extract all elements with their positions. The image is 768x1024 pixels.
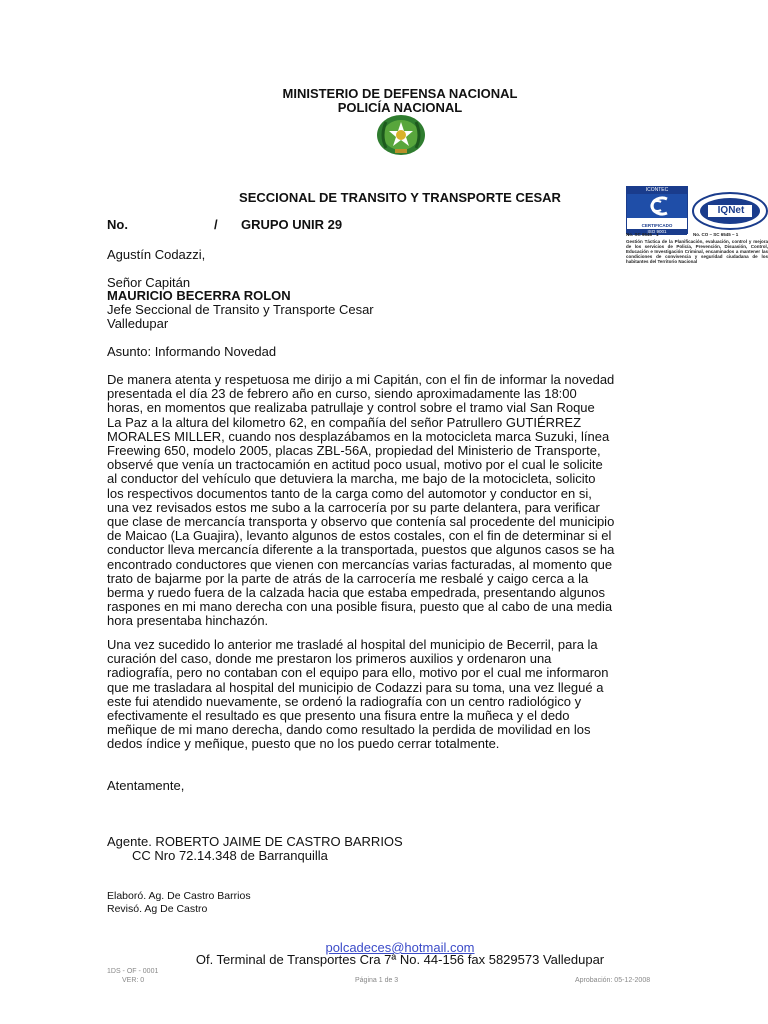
paragraph-line: Freewing 650, modelo 2005, placas ZBL-56A, propiedad del Ministerio de Transporte,: [107, 443, 601, 459]
paragraph-line: Una vez sucedido lo anterior me trasladé al hospital del municipio de Becerril, para la: [107, 637, 598, 652]
iqnet-logo: [692, 192, 768, 230]
paragraph-line: radiografía, pero no contaban con el equipo para ello, motivo por el cual me informaron: [107, 665, 609, 681]
elaboro-line: Elaboró. Ag. De Castro Barrios: [107, 890, 251, 902]
header-ministerio: MINISTERIO DE DEFENSA NACIONAL: [282, 86, 518, 101]
footer-code: 1DS - OF - 0001: [107, 968, 159, 975]
ref-grupo: GRUPO UNIR 29: [241, 217, 343, 232]
footer-approval: Aprobación: 05-12-2008: [575, 977, 651, 984]
recipient-name: MAURICIO BECERRA ROLON: [107, 288, 291, 303]
paragraph-line: que clase de mercancía transporta y observo que contenía sal procedente del municipio: [107, 514, 615, 530]
paragraph-line: observé que venía un tractocamión en actitud poco usual, motivo por el cual le solicite: [107, 457, 603, 473]
paragraph-line: los respectivos documentos tanto de la carga como del automotor y conductor en si,: [107, 485, 592, 501]
closing: Atentamente,: [107, 778, 185, 793]
recipient-salutation: Señor Capitán: [107, 275, 191, 290]
paragraph-line: meñique de mi mano derecha, dando como resultado la perdida de movilidad en los: [107, 722, 591, 738]
paragraph-line: conductor lleva mercancía diferente a la transportada, puestos que algunos casos se ha: [107, 542, 615, 558]
paragraph-line: efectivamente el resultado es que presento una fisura entre la muñeca y el dedo: [107, 708, 570, 724]
paragraph-2: [107, 638, 695, 752]
recipient-position: Jefe Seccional de Transito y Transporte Cesar: [107, 302, 374, 317]
ref-no-label: No.: [107, 217, 128, 232]
icontec-top: ICONTEC: [627, 187, 687, 194]
paragraph-line: raspones en mi mano derecha con una posible fisura, puesto que al cabo de una media: [107, 599, 613, 615]
paragraph-line: que me trasladara al hospital del municipio de Codazzi para su toma, una vez llegué a: [107, 679, 604, 695]
subject-line: Asunto: Informando Novedad: [107, 344, 277, 359]
paragraph-line: horas, en momentos que realizaba patrullaje y control sobre el tramo vial San Roque: [107, 400, 595, 416]
paragraph-line: De manera atenta y respetuosa me dirijo a mi Capitán, con el fin de informar la novedad: [107, 372, 615, 387]
paragraph-line: encontrado conductores que vienen con mercancías varias facturadas, al momento que: [107, 556, 613, 572]
cert-co-number: No. CO – SC 6545 – 1: [693, 232, 739, 237]
reviso-line: Revisó. Ag De Castro: [107, 903, 208, 915]
paragraph-line: de Maicao (La Guajira), levanto algunos de estos costales, con el fin de determinar si el: [107, 528, 612, 544]
icontec-logo: [626, 186, 688, 234]
paragraph-line: una vez revisados estos me subo a la carrocería por su parte delantera, para verificar: [107, 499, 600, 515]
paragraph-line: hora presentaba hinchazón.: [107, 613, 269, 629]
header-policia: POLICÍA NACIONAL: [337, 100, 463, 115]
police-emblem-icon: [376, 114, 426, 156]
place-line: Agustín Codazzi,: [107, 247, 206, 262]
iqnet-label: IQNet: [717, 205, 745, 216]
seccional-title: SECCIONAL DE TRANSITO Y TRANSPORTE CESAR: [239, 190, 561, 205]
footer-page: Página 1 de 3: [355, 977, 399, 984]
cert-description: Gestión Táctica de la Planificación, evaluación, control y mejora de los servicios de Policía, Prevención, Disuasión, Control, Educación e Investigación Criminal, encaminados a mantener las condiciones de convivencia y seguridad ciudadana de los habitantes del Territorio Nacional: [626, 239, 768, 264]
paragraph-line: berma y ruedo fuera de la calzada hacia que estaba empedrada, presentando algunos: [107, 585, 605, 601]
footer-address: Of. Terminal de Transportes Cra 7ª No. 44-156 fax 5829573 Valledupar: [195, 952, 605, 967]
paragraph-line: presentada el día 23 de febrero año en curso, siendo aproximadamente las 18:00: [107, 386, 577, 402]
paragraph-line: curación del caso, donde me prestaron los primeros auxilios y ordenaron una: [107, 651, 552, 667]
icontec-label: CERTIFICADO: [641, 223, 673, 228]
paragraph-line: este fui atendido nuevamente, se ordenó la radiografía con un centro radiológico y: [107, 693, 582, 709]
paragraph-line: MORALES MILLER, cuando nos desplazábamos en la motocicleta marca Suzuki, línea: [107, 428, 610, 444]
icontec-mark-icon: [627, 194, 687, 218]
paragraph-1: [107, 373, 695, 629]
paragraph-line: trato de bajarme por la parte de atrás de la carrocería me resbalé y caigo cerca a la: [107, 570, 589, 586]
signature-name: Agente. ROBERTO JAIME DE CASTRO BARRIOS: [107, 834, 403, 849]
cert-sc-number: No. SC 6545 - 1: [626, 232, 659, 237]
paragraph-line: al conductor del vehículo que detuviera la marcha, me bajo de la motocicleta, solicito: [107, 471, 596, 487]
footer-version: VER: 0: [122, 977, 145, 984]
paragraph-line: La Paz a la altura del kilometro 62, en compañía del señor Patrullero GUTIÉRREZ: [107, 414, 582, 430]
signature-cc: CC Nro 72.14.348 de Barranquilla: [132, 848, 328, 863]
footer-email-link[interactable]: polcadeces@hotmail.com: [325, 940, 475, 955]
icontec-iso: ISO 9001: [627, 229, 687, 235]
paragraph-line: dedos índice y meñique, puesto que no los puedo cerrar totalmente.: [107, 736, 500, 752]
ref-slash: /: [214, 217, 218, 232]
recipient-city: Valledupar: [107, 316, 169, 331]
